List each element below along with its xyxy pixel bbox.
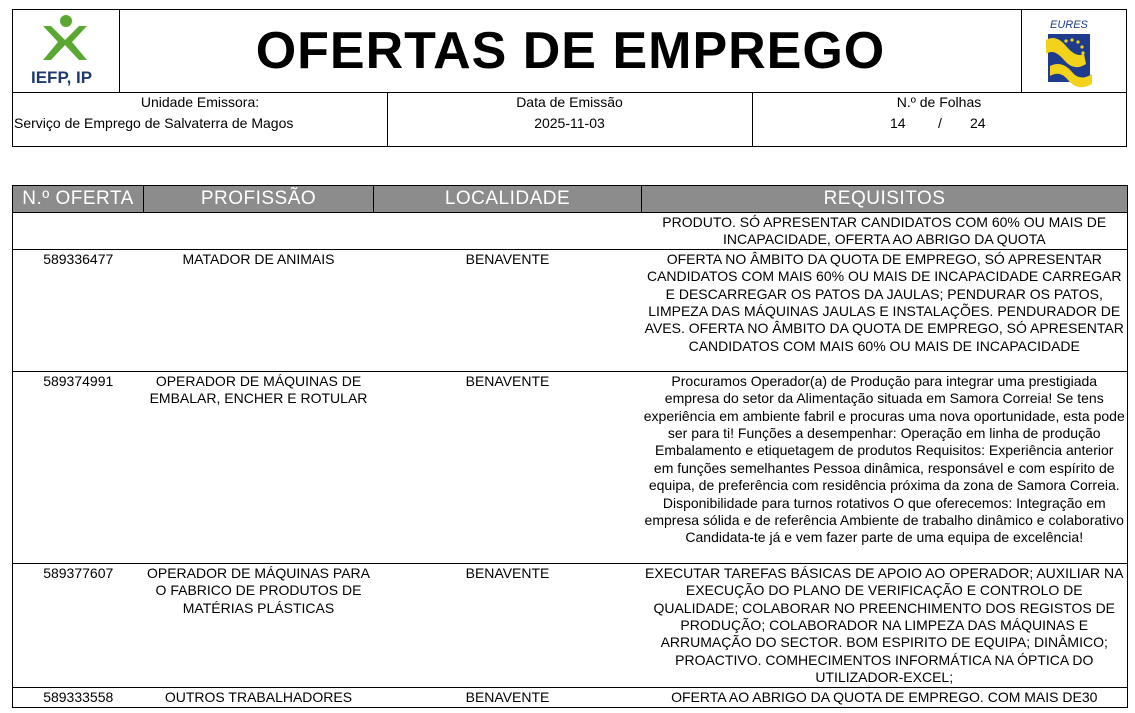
table-row <box>13 371 1128 563</box>
oferta-numero: 589377607 <box>13 563 144 687</box>
oferta-localidade: BENAVENTE <box>374 687 642 707</box>
offers-table <box>12 185 1128 708</box>
oferta-requisitos: EXECUTAR TAREFAS BÁSICAS DE APOIO AO OPERADOR; AUXILIAR NA EXECUÇÃO DO PLANO DE VERIFICAÇÃO E CONTROLO DE QUALIDADE; COLABORAR NO PREENCHIMENTO DOS REGISTOS DE PRODUÇÃO; COLABORADOR NA LIMPEZA DAS MÁQUINAS E ARRUMAÇÃO DO SECTOR. BOM ESPIRITO DE EQUIPA; DINÂMICO; PROACTIVO. COMHECIMENTOS INFORMÁTICA NA ÓPTICA DO UTILIZADOR-EXCEL; <box>642 563 1128 687</box>
header-profissao: PROFISSÃO <box>144 186 374 213</box>
document-meta <box>12 93 1127 147</box>
eures-logo-icon <box>1022 10 1126 92</box>
data-emissao-value: 2025-11-03 <box>534 115 605 131</box>
oferta-localidade: BENAVENTE <box>374 249 642 371</box>
data-emissao-cell <box>387 93 753 146</box>
unidade-emissora-label: Unidade Emissora: <box>140 94 260 110</box>
unidade-emissora-value: Serviço de Emprego de Salvaterra de Magos <box>14 115 294 131</box>
oferta-localidade: BENAVENTE <box>374 371 642 563</box>
oferta-profissao: OPERADOR DE MÁQUINAS PARA O FABRICO DE PRODUTOS DE MATÉRIAS PLÁSTICAS <box>144 563 374 687</box>
page-title: OFERTAS DE EMPREGO <box>255 22 886 80</box>
table-header-row <box>13 186 1128 213</box>
oferta-numero: 589374991 <box>13 371 144 563</box>
oferta-profissao: OUTROS TRABALHADORES <box>144 687 374 707</box>
unidade-emissora-cell <box>13 93 388 146</box>
folhas-current: 14 <box>890 115 906 131</box>
header-requisitos: REQUISITOS <box>642 186 1128 213</box>
oferta-localidade: BENAVENTE <box>374 563 642 687</box>
header-localidade: LOCALIDADE <box>374 186 642 213</box>
iefp-logo-text: IEFP, IP <box>31 68 93 87</box>
folhas-total: 24 <box>970 115 986 131</box>
oferta-numero: 589333558 <box>13 687 144 707</box>
oferta-requisitos: PRODUTO. SÓ APRESENTAR CANDIDATOS COM 60% OU MAIS DE INCAPACIDADE, OFERTA AO ABRIGO DA QUOTA <box>642 213 1128 250</box>
oferta-requisitos: OFERTA NO ÂMBITO DA QUOTA DE EMPREGO, SÓ APRESENTAR CANDIDATOS COM MAIS 60% OU MAIS DE INCAPACIDADE CARREGAR E DESCARREGAR OS PATOS DA JAULAS; PENDURAR OS PATOS, LIMPEZA DAS MÁQUINAS JAULAS E INSTALAÇÕES. PENDURADOR DE AVES. OFERTA NO ÂMBITO DA QUOTA DE EMPREGO, SÓ APRESENTAR CANDIDATOS COM MAIS 60% OU MAIS DE INCAPACIDADE <box>642 249 1128 371</box>
oferta-localidade <box>374 213 642 250</box>
folhas-separator: / <box>938 115 942 131</box>
table-row <box>13 213 1128 250</box>
oferta-requisitos: OFERTA AO ABRIGO DA QUOTA DE EMPREGO. COM MAIS DE30 <box>642 687 1128 707</box>
oferta-numero: 589336477 <box>13 249 144 371</box>
table-row <box>13 687 1128 707</box>
oferta-profissao: MATADOR DE ANIMAIS <box>144 249 374 371</box>
iefp-logo <box>13 10 120 92</box>
oferta-profissao <box>144 213 374 250</box>
eures-logo <box>1021 10 1126 92</box>
table-row <box>13 563 1128 687</box>
oferta-numero <box>13 213 144 250</box>
numero-folhas-cell <box>752 93 1126 146</box>
oferta-requisitos: Procuramos Operador(a) de Produção para integrar uma prestigiada empresa do setor da Alimentação situada em Samora Correia! Se tens experiência em ambiente fabril e procuras uma nova oportunidade, esta pode ser para ti! Funções a desempenhar: Operação em linha de produção Embalamento e etiquetagem de produtos Requisitos: Experiência anterior em funções semelhantes Pessoa dinâmica, responsável e com espírito de equipa, de preferência com residência próxima da zona de Samora Correia. Disponibilidade para turnos rotativos O que oferecemos: Integração em empresa sólida e de referência Ambiente de trabalho dinâmico e colaborativo Candidata-te já e vem fazer parte de uma equipa de excelência! <box>642 371 1128 563</box>
table-row <box>13 249 1128 371</box>
header-numero-oferta: N.º OFERTA <box>13 186 144 213</box>
oferta-profissao: OPERADOR DE MÁQUINAS DE EMBALAR, ENCHER E ROTULAR <box>144 371 374 563</box>
eures-logo-text: EURES <box>1050 19 1088 31</box>
numero-folhas-label: N.º de Folhas <box>896 94 982 110</box>
document-header <box>12 9 1127 93</box>
data-emissao-label: Data de Emissão <box>516 94 623 110</box>
